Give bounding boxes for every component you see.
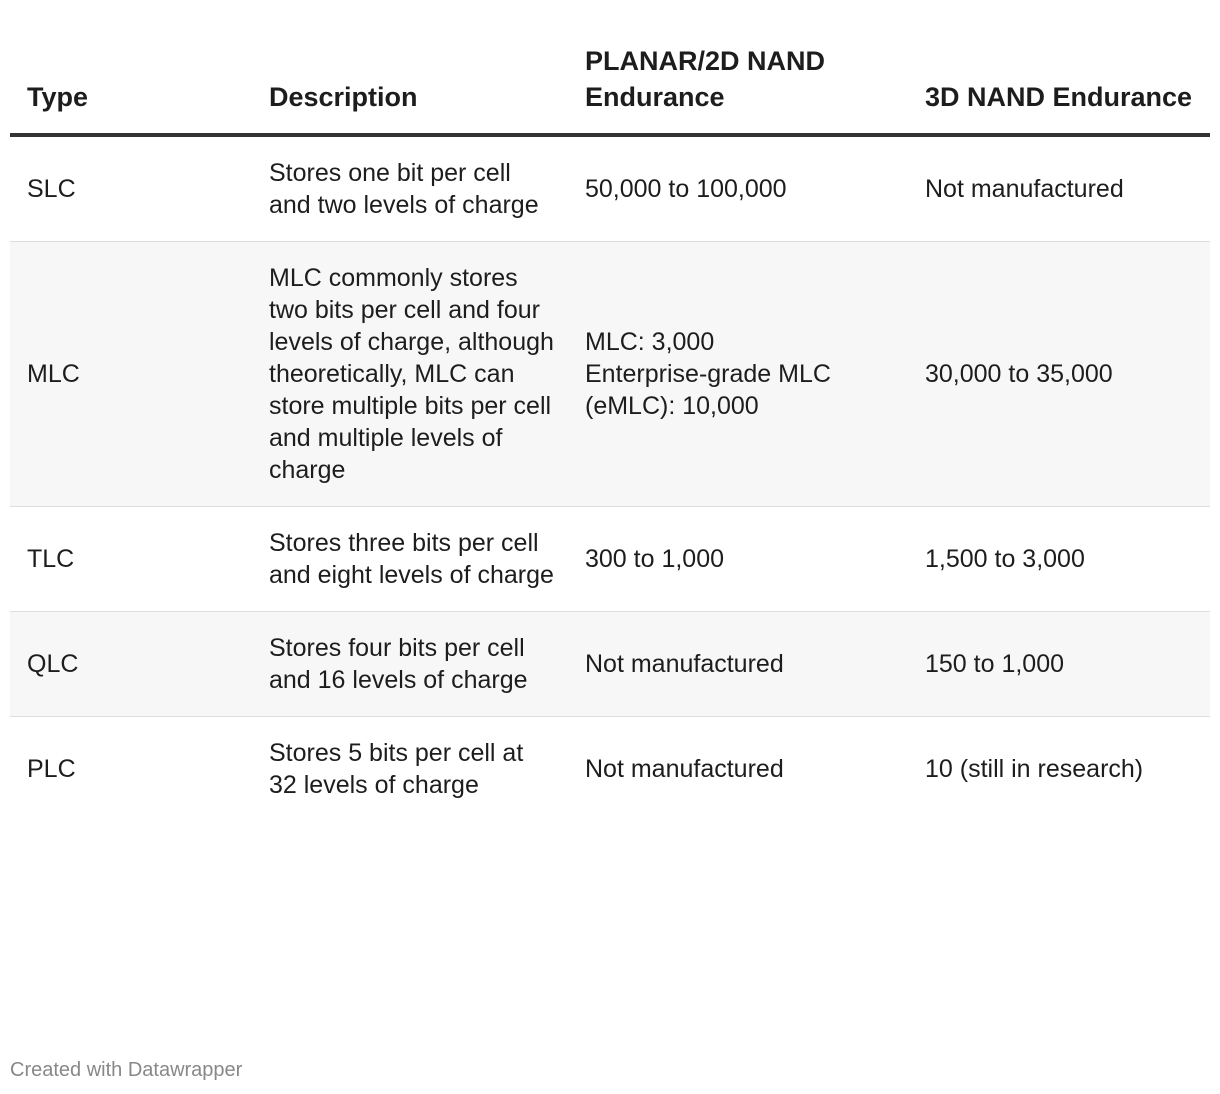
datawrapper-credit[interactable]: Created with Datawrapper — [10, 1059, 243, 1081]
cell-type: SLC — [10, 135, 253, 242]
header-row — [10, 0, 1210, 135]
cell-planar-endurance — [569, 717, 909, 822]
planar-line: Not manufactured — [585, 650, 784, 678]
cell-type: MLC — [10, 242, 253, 507]
table-row — [10, 135, 1210, 242]
cell-description: Stores 5 bits per cell at 32 levels of charge — [269, 739, 524, 799]
planar-line: Not manufactured — [585, 755, 784, 783]
cell-3d-endurance: 10 (still in research) — [925, 755, 1144, 783]
cell-3d-endurance: Not manufactured — [909, 135, 1210, 242]
planar-line: 50,000 to 100,000 — [585, 175, 787, 203]
planar-line: 300 to 1,000 — [585, 545, 725, 573]
cell-3d-endurance: 150 to 1,000 — [909, 612, 1210, 717]
table-body — [10, 135, 1210, 821]
table-row — [10, 242, 1210, 507]
planar-line: MLC: 3,000 — [585, 328, 715, 356]
cell-planar-endurance — [569, 242, 909, 507]
column-header-planar-endurance[interactable]: PLANAR/2D NAND Endurance — [569, 0, 909, 135]
endurance-table-container — [10, 0, 1210, 821]
cell-type: QLC — [10, 612, 253, 717]
table-header — [10, 0, 1210, 135]
cell-planar-endurance — [569, 507, 909, 612]
table-row — [10, 507, 1210, 612]
cell-description: Stores three bits per cell and eight levels of charge — [253, 507, 569, 612]
cell-planar-endurance — [569, 612, 909, 717]
column-header-3d-endurance[interactable]: 3D NAND Endurance — [909, 0, 1210, 135]
cell-type: TLC — [10, 507, 253, 612]
table-row — [10, 717, 1210, 822]
cell-3d-endurance: 1,500 to 3,000 — [909, 507, 1210, 612]
cell-description: Stores four bits per cell and 16 levels of charge — [253, 612, 569, 717]
planar-line: Enterprise-grade MLC (eMLC): 10,000 — [585, 360, 831, 420]
cell-type: PLC — [27, 755, 76, 783]
table-row — [10, 612, 1210, 717]
cell-planar-endurance — [569, 135, 909, 242]
column-header-type[interactable]: Type — [10, 0, 253, 135]
cell-3d-endurance: 30,000 to 35,000 — [909, 242, 1210, 507]
nand-endurance-table — [10, 0, 1210, 821]
column-header-description[interactable]: Description — [253, 0, 569, 135]
cell-description: Stores one bit per cell and two levels of charge — [253, 135, 569, 242]
cell-description: MLC commonly stores two bits per cell and four levels of charge, although theoretically, MLC can store multiple bits per cell and multiple levels of charge — [253, 242, 569, 507]
